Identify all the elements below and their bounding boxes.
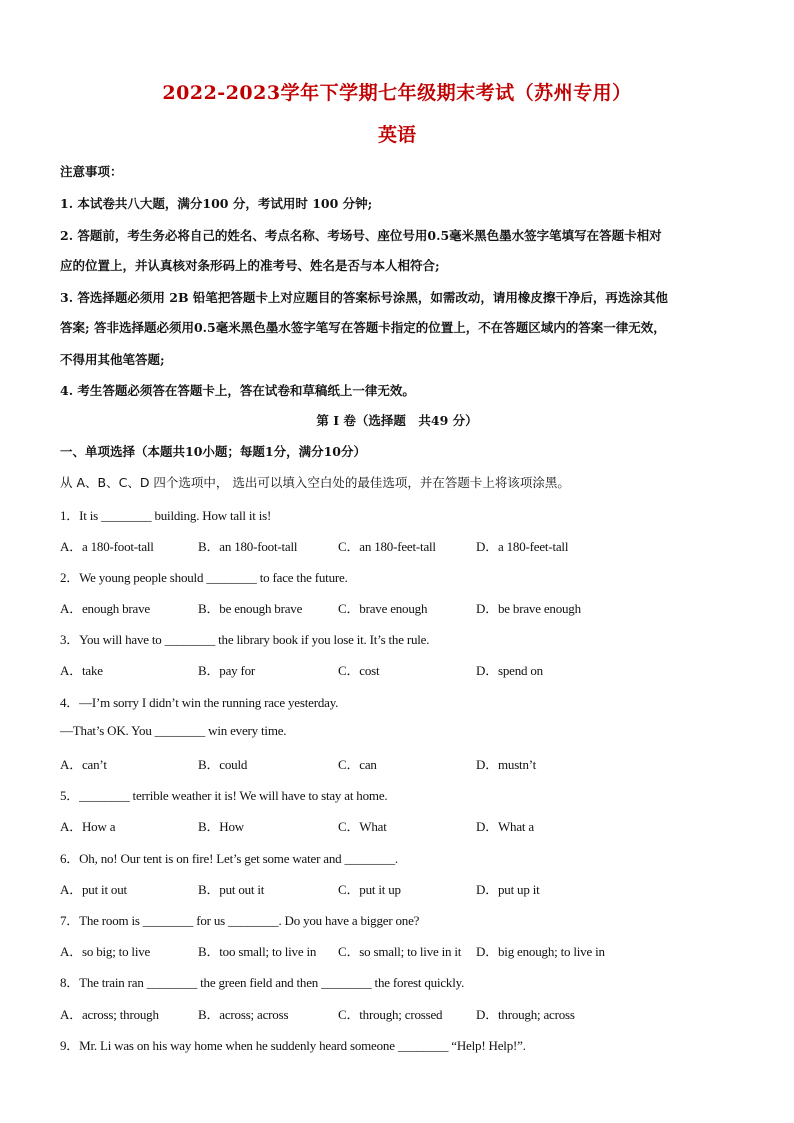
question-1-stem: 1．It is ________ building. How tall it is! [60, 508, 272, 523]
question-7-option-a: A．so big; to live [60, 944, 151, 959]
question-2-option-c: C．brave enough [338, 601, 428, 616]
question-7-option-b: B．too small; to live in [198, 944, 317, 959]
question-5-option-a: A．How a [60, 819, 116, 834]
section-heading: 一、单项选择（本题共10小题；每题1分，满分10分） [60, 444, 366, 459]
question-1-option-b: B．an 180-foot-tall [198, 539, 298, 554]
question-1-option-d: D．a 180-feet-tall [476, 539, 569, 554]
question-2-option-b: B．be enough brave [198, 601, 303, 616]
subject-title: 英语 [377, 124, 416, 146]
question-2-option-d: D．be brave enough [476, 601, 581, 616]
question-7-option-c: C．so small; to live in it [338, 944, 462, 959]
question-6-stem: 6．Oh, no! Our tent is on fire! Let’s get some water and ________. [60, 851, 398, 866]
question-2-option-a: A．enough brave [60, 601, 150, 616]
question-6-option-c: C．put it up [338, 882, 401, 897]
notice-line-6: 不得用其他笔答题; [60, 352, 165, 367]
question-1-option-c: C．an 180-feet-tall [338, 539, 436, 554]
section-instruction: 从 A、B、C、D 四个选项中， 选出可以填入空白处的最佳选项，并在答题卡上将该项涂黑。 [60, 475, 570, 490]
question-4-option-d: D．mustn’t [476, 757, 537, 772]
question-8-option-a: A．across; through [60, 1007, 159, 1022]
question-2-stem: 2．We young people should ________ to face the future. [60, 570, 348, 585]
question-6-option-b: B．put out it [198, 882, 265, 897]
notice-line-1: 1. 本试卷共八大题，满分100 分，考试用时 100 分钟; [60, 196, 373, 211]
notice-line-5: 答案; 答非选择题必须用0.5毫米黑色墨水签字笔写在答题卡指定的位置上，不在答题区域内的答案一律无效， [60, 320, 666, 335]
notice-line-7: 4. 考生答题必须答在答题卡上，答在试卷和草稿纸上一律无效。 [60, 383, 415, 398]
notice-heading: 注意事项： [60, 164, 123, 179]
question-3-option-d: D．spend on [476, 663, 543, 678]
question-8-option-d: D．through; across [476, 1007, 575, 1022]
question-4-option-c: C．can [338, 757, 377, 772]
notice-line-2: 2. 答题前，考生务必将自己的姓名、考点名称、考场号、座位号用0.5毫米黑色墨水签字笔填写在答题卡相对 [60, 228, 662, 243]
question-4-stem-reply: —That’s OK. You ________ win every time. [60, 723, 287, 738]
part-title: 第 I 卷（选择题 共49 分） [316, 413, 478, 428]
question-4-option-a: A．can’t [60, 757, 107, 772]
question-3-option-c: C．cost [338, 663, 380, 678]
exam-title: 2022-2023学年下学期七年级期末考试（苏州专用） [162, 82, 632, 104]
question-5-option-b: B．How [198, 819, 244, 834]
question-1-option-a: A．a 180-foot-tall [60, 539, 154, 554]
notice-line-4: 3. 答选择题必须用 2B 铅笔把答题卡上对应题目的答案标号涂黑，如需改动，请用橡皮擦干净后，再选涂其他 [60, 290, 668, 305]
question-5-stem: 5．________ terrible weather it is! We will have to stay at home. [60, 788, 388, 803]
question-3-option-b: B．pay for [198, 663, 256, 678]
question-6-option-a: A．put it out [60, 882, 127, 897]
question-5-option-d: D．What a [476, 819, 534, 834]
question-7-option-d: D．big enough; to live in [476, 944, 605, 959]
question-4-option-b: B．could [198, 757, 248, 772]
question-3-option-a: A．take [60, 663, 103, 678]
question-7-stem: 7．The room is ________ for us ________. Do you have a bigger one? [60, 913, 420, 928]
question-3-stem: 3．You will have to ________ the library book if you lose it. It’s the rule. [60, 632, 430, 647]
question-9-stem: 9．Mr. Li was on his way home when he suddenly heard someone ________ “Help! Help!”. [60, 1038, 526, 1053]
question-8-stem: 8．The train ran ________ the green field and then ________ the forest quickly. [60, 975, 465, 990]
question-8-option-c: C．through; crossed [338, 1007, 443, 1022]
question-6-option-d: D．put up it [476, 882, 540, 897]
notice-line-3: 应的位置上，并认真核对条形码上的准考号、姓名是否与本人相符合; [60, 258, 440, 273]
question-4-stem: 4．—I’m sorry I didn’t win the running race yesterday. [60, 695, 339, 710]
question-8-option-b: B．across; across [198, 1007, 289, 1022]
question-5-option-c: C．What [338, 819, 387, 834]
